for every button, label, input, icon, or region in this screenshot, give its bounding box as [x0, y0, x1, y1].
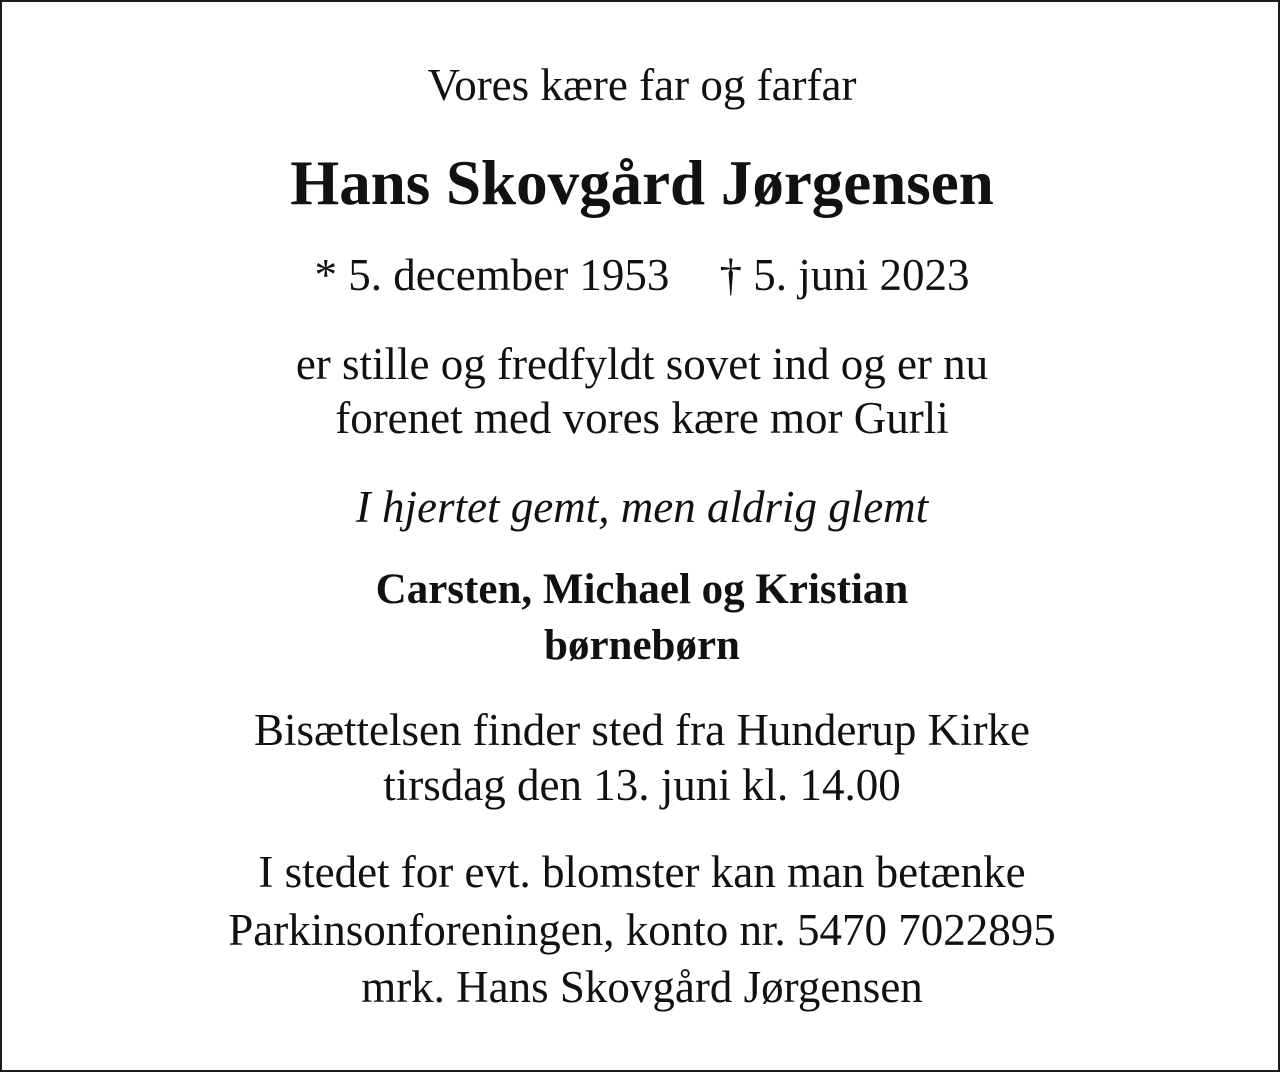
message-line-2: forenet med vores kære mor Gurli [335, 393, 949, 443]
message-line-1: er stille og fredfyldt sovet ind og er nu [295, 339, 989, 389]
funeral-info-line-2: tirsdag den 13. juni kl. 14.00 [383, 760, 901, 810]
memorial-quote: I hjertet gemt, men aldrig glemt [355, 482, 929, 532]
donation-line-2: Parkinsonforeningen, konto nr. 5470 7022895 [228, 905, 1056, 955]
donation-line-3: mrk. Hans Skovgård Jørgensen [361, 962, 923, 1012]
deceased-name: Hans Skovgård Jørgensen [290, 148, 994, 218]
life-dates [2, 250, 1280, 300]
birth-date: * 5. december 1953 [314, 250, 670, 300]
family-names: Carsten, Michael og Kristian [375, 566, 909, 613]
funeral-info-line-1: Bisættelsen finder sted fra Hunderup Kirke [253, 705, 1031, 755]
family-grandchildren: børnebørn [544, 622, 740, 669]
donation-line-1: I stedet for evt. blomster kan man betænke [258, 847, 1026, 897]
intro-line: Vores kære far og farfar [427, 60, 857, 110]
death-date: † 5. juni 2023 [719, 250, 970, 300]
